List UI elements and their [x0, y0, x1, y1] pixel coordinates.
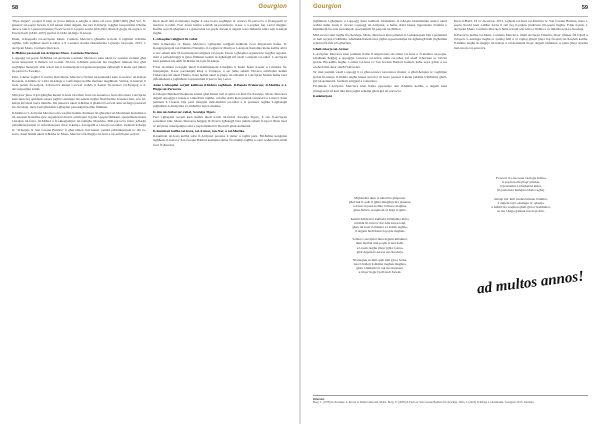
references — [313, 395, 588, 405]
left-column-2 — [153, 19, 287, 417]
poem-line: għal dak il-qalb li jgħin mingħajr ma jistenna, — [348, 200, 412, 205]
right-column-2 — [454, 19, 588, 169]
paragraph: Taħt it-tmexxija ta' Mons. Mercieca l-għaqdiet reliġjużi kellhom rwol importanti ħafna. Il-Kongregazzjoni tad-Duttrina Nisranija, il-Leġjun ta' Marija u l-Azzjoni Kattolika kienu kollha attivi u taw sehem kbir fil-formazzjoni reliġjuża tal-poplu. Dawn l-għaqdiet organizzaw laqgħat regolari, ritiri u pellegrinaġġi li ġabu flimkien kemm iż-żgħażagħ kif ukoll l-anzjani tar-raħal. L-Arċipriet kien jemmen bis-sħiħ fil-ħidma tal-lajċi fil-knisja. — [153, 42, 287, 63]
poem-line: sa ma l-ħajja ġabitek lura lejn Alla. — [497, 209, 545, 214]
paragraph: Però, l-akbar xogħol li wettaq Dun Mons. Mercieca fil-bini tal-komunità kien ir-restawr tal-Knisja Rotonda, il-ħidma ta' l-Ittri tal-knisja u l-attivitajiet kollha marbuta magħhom. Vebnat, il-kunċett li beda jeżisti fis-soċjetà, il-Parroċċa kienet l-ewwel waħda li ħasbet fir-restawr tal-ħwejjeġ u d-devozzjonijiet antiki. — [12, 74, 146, 91]
poem-line: Mijhandux ikun ir-raħal bla għajnuna, — [354, 196, 406, 200]
page-number: 58 — [12, 5, 19, 11]
paragraph: Kien il-Ħadd, 18 ta' Awwissu, 2015, l-għada tal-festa tal-Martirju ta' San Ġwann Battista, meta l-poplu Xewki kien l-aħħar darba li rah fuq il-pulptu jindirizza lill-poplu tiegħu. F'dak il-jum, l-Arċipriet Mons. Carmelo Mercieca ħalla warajh wirt kbir ta' ħidma u ta' mħabba lejn ix-Xewkija. — [454, 19, 588, 32]
poem-line: u ħdimt bla waqfien għall-ġid ta' ħaddieħor, — [491, 204, 551, 209]
poem-stanza — [313, 196, 447, 213]
paragraph: Il-kumitati tal-festa kollha sabu fl-Arċipriet persuna li tisma' u tagħti parir. Bil-ħidma konġunta tagħhom, il-festa ta' San Ġwann Battista kompliet tikber fis-sbuħija tagħha u saret waħda mill-isbaħ festi f'Għawdex. — [153, 134, 287, 147]
references-heading: Riferenzi — [313, 396, 325, 401]
paragraph: Illum, il-Kappella tal-Arċipriet Mons. Carmelo Mercieca għandha ir-rieda li tagħmel il-ħidma tagħha, billi tagħmel ukoll ir-raħal, u li s-sunnat storiku tikkonferma l-grazzja tal-poplu. 2015, l-Arċipriet Mons. Carmelo Mercieca. — [12, 37, 146, 50]
paragraph: F'dan iż-żmien twaqqfet ukoll il-Kummissjoni Liturġika li ħadet ħsieb il-kant u l-mużika fil-funzjonijiet. Il-kor parrokkjali kiber u żviluppa, u sar jieħu sehem f'diversi attivitajiet kemm f'Għawdex kif ukoll f'Malta. Kien hemm ukoll il-grupp tal-abbatini li l-Arċipriet ħadem ħafna biex jifformahom u jagħtihom l-opportunità li jservu fuq l-artal. — [153, 64, 287, 82]
paragraph: jagħtihom l-għajnuna u l-appoġġ meta kellhom bżonnhom. Il-Għaqda Drammatika kienet ukoll waħda minn dawk li rċeviet l-appoġġ tal-Arċipriet, u ħafna drabi kienet tippreżenta drammi u kummiedji fis-sala parrokkjali, speċjalment fil-perjodu tal-Milied. — [313, 19, 447, 32]
section-heading: Il-Kumitati kollha tal-festa, tal-Armar, tan-Nar, u tal-Mużika — [153, 129, 245, 134]
poem-line: li dejjem ħadt ħsieb il-poplu tiegħek. — [355, 229, 405, 234]
poem-line: u l-isem tiegħu jibqa' jgħix fostna, — [356, 245, 404, 250]
section-heading: L-Għaqdiet reliġjużi fir-raħal — [153, 37, 198, 42]
paragraph: L-appoġġ tal-poplu fil-ħidma tal-Arċipriet Carmelo Mercieca kien ukoll ta' sostenn ewlieni għal bosta inizjattivi li tħallew tul is-snin. Fil-fatt, il-ħidma pastorali ma baqgħetx limitata biss għal xogħlijiet materjali, iżda wkoll fuq il-formazzjoni tal-ġenerazzjonijiet żgħażagħ li kienu qed jikbru fil-parroċċa Xewkija. — [12, 56, 146, 73]
poem-right — [454, 176, 588, 252]
publication-logo: Gourgion — [313, 4, 342, 10]
section-heading: Anke l-Għaqdiet soċjali kellhom il-ħidma tagħhom. Il-Banda Prekursur, il-Mużika u l-Ħajja tal-Parroċċa — [153, 82, 287, 92]
section-heading: Il-Ħidma pastorali tal-Arċipriet Mons. Carmelo Mercieca — [12, 51, 99, 56]
references-text: Borg, J. (1978) Ix-Xewkija: L-Istorja ta' Raħal Għawdxi, Malta. Borg, E. (2005) Il-Festa ta' San Ġwann Battista fix-Xewkija. Vella, J. (2013) Il-Knisja u l-Komunità, Gourgion 2013, Xewkija. — [313, 400, 535, 405]
paragraph: Ta' min jsemmi wkoll l-appoġġ li ta għar-restawr tal-istatwa titulari, u għall-ħolqien ta' xogħlijiet ġodda fil-knisja. Il-ħidma tiegħu kienet tinvolvi lil bosta persuni li kienu jaħdmu b'imħabba għall-ġid tal-komunità, fosthom artiġjani u voluntiera. — [313, 70, 447, 83]
paragraph: L-Arċipriet Mercieca kien jemmen ħafna fl-importanza tal-armar tal-festa u fl-identità tal-poplu. Għalhekk ħeġġeġ u appoġġja r-restawr tal-armar antik tar-raħal, kif ukoll il-ħolqien ta' biċċiet ġodda. Bis-saħħa tiegħu, l-armar tal-festa ta' San Ġwann Battista kompla jieħu xejra ġdida u sar wieħed mill-aktar sbieħ f'Għawdex. — [313, 52, 447, 69]
poem-stanza — [454, 197, 588, 214]
right-column-1 — [313, 19, 447, 191]
poem-line: Sabiex l-Arċipriet ikun dejjem imfakkar, — [352, 237, 408, 242]
section-heading: Għall-Glorja tal-Armar — [313, 47, 349, 52]
page-number: 59 — [581, 5, 588, 11]
poem-line: il-poplu kollu jibqa' jiftakar, — [501, 180, 541, 185]
right-page — [301, 0, 600, 424]
closing-signature — [473, 262, 589, 302]
poem-line: u dawk il-passi kollha li mxew magħna, — [352, 204, 408, 209]
poem-line: għax l-imħabba li tajt ma tintesiex, — [356, 266, 404, 271]
poem-line: għax ħallew warajhom xi ħaġa li tgħix. — [353, 208, 407, 213]
poem-line: issa li ħallejt il-ħidma tiegħek magħna, — [353, 262, 407, 267]
poem-left — [313, 196, 447, 336]
poem-stanza — [313, 237, 447, 254]
publication-logo: Gourgion — [258, 4, 287, 10]
poem-line: b'gratitudni u b'imħabba kbira, — [500, 184, 542, 189]
paragraph: Fit-tmiem, l-Arċipriet Mercieca kien ħafna jappreżżja dan il-ħidma kollha, u dejjem kien jirringrazzja lil kull min kien jagħti sehemu għall-ġid tal-parroċċa. — [313, 84, 447, 93]
paragraph: Min jista' jinsa li ġol-ġimgħat kienet il-festa tal-Għid, festa tal-Assunta u festi oħra meta l-Arċipriet kien ikun fuq quddiem sabiex jagħti l-eżempju bis-sehem tiegħu f'kull ħidma li kienet issir, sew fil-knisja kif ukoll barra minnha. Ma ninsewx ukoll il-ħidma li għamel fl-ewwel snin tal-ħajja pastorali fix-Xewkija, meta beda jħaddem l-għaqdiet parrokkjali kollha flimkien. — [12, 92, 146, 110]
poem-line: u tibqa' ħajja f'qalb kull Xewki. — [358, 270, 402, 275]
paragraph: Fost l-għaqdiet soċjali kien hemm ukoll it-tim tal-futbol Xewkija Tigers, li sab fl-Arċipriet sostenitur kbir. Mons. Mercieca ħeġġeġ lil diversi żgħażagħ biex jieħdu sehem fl-isport bħala mod ta' kif jibnu relazzjonijiet sani u jaqdu ħinhom b'mod utli għall-komunità. — [153, 115, 287, 128]
paragraph: Il-Għaqda Mużikali Prekursur kienet għal żmien twil il-qalba tal-festi fix-Xewkija. Mons. Mercieca dejjem appoġġja l-banda u l-mużiċisti tagħha, u ħafna drabi kien jattendi l-kunċerti u l-marċi. Kien jemmen li l-banda hija parti integrali mill-identità tar-raħal u li permezz tagħha ż-żgħażagħ jitgħallmu d-dixxiplina u l-imħabba lejn il-mużika. — [153, 92, 287, 109]
paragraph: Il-ħidma ta' l-Arċipriet Mercieca ma waqfitx hemm. Permezz tal-għaqdiet tal-Moviment Kattoliku u tal-Azzjoni Kattolika ġew organizzati diversi attivitajiet li ġabu l-poplu flimkien, speċjalment matul l-istaġun tal-festa, fil-Milied u fl-okkażjonijiet tal-Ġimgħa Mqaddsa. Mill-parroċċa bdew joħorġu pubblikazzjonijiet ta' informazzjoni dwar il-knisja, il-kappelli u l-istorja tar-raħal, fosthom il-ħarġa ta' "Il-Knisja ta' San Ġwann Battista" li għal żmien twil kienet l-unika pubblikazzjoni ta' din ix-xorta. Kien hemm ukoll il-ħidma ta' Mons. Mercieca fit-tħejjija tal-festi u tal-attivitajiet soċjali. — [12, 110, 146, 136]
closing-text: ad multos annos! — [476, 268, 585, 298]
left-page — [0, 0, 299, 424]
poem-line: Nixtieqlek sa mill-qalb kull ġid u barka, — [352, 257, 408, 262]
poem-line: u dejjem tajt l-eżempju ta' qdusija, — [497, 200, 545, 205]
poem-line: F'ewwel li s-successi tal-ħajja kollha, — [495, 176, 547, 180]
left-column-1 — [12, 19, 146, 417]
section-heading: Konklużjoni — [313, 94, 332, 99]
section-heading: It-tim tal-futbol tar-raħal, Xewkija Tigers — [153, 110, 216, 115]
poem-line: fil-jum meta ħallejtna bħala ragħaj. — [497, 188, 545, 193]
poem-line: u ħdimt fil-bini ta' dar Alla hawn isfel, — [353, 220, 407, 225]
poem-stanza — [313, 217, 447, 234]
poem-line: għal dejjem fl-istorja taż-Xewkija. — [356, 249, 404, 254]
poem-line: ikun marbut mal-poplu li tant ħabb, — [355, 241, 405, 246]
paragraph: Il-Parroċċa kollha tal-Mons. Carmelo Mercieca, illum Arċipriet Emeritu, tibqa' tiftakar fih b'ġieħ u b'rispett. L-eżempju tiegħu ta' qaddej fidil u ta' ragħaj għaqli jibqa' ħaj fil-qlub tal-Xewkin kollha. Il-ħidma tiegħu fit-tħejjija tal-Knisja u tal-komunità tibqa' dejjem imfakkra, u ismu jibqa' marbut mal-istorja tal-parroċċa. — [454, 33, 588, 50]
poem-stanza — [313, 258, 447, 275]
paragraph: Kien ukoll taħt it-tmexxija tiegħu li saru bosta xogħlijiet ta' restawr fil-parroċċa u fil-kappelli ta' madwar ir-raħal. Fost dawn insibu t-tisbiħ tal-presbiterju, il-kor u x-xogħol fuq l-artal maġġur. Kollha saru bl-għajnuna u l-ġenerożità tal-poplu Xewki li dejjem wera imħabba kbira lejn il-knisja tiegħu. — [153, 19, 287, 36]
poem-line: Imxejt ma' kull wieħed minna b'umiltà, — [494, 196, 548, 201]
poem-line: għax int kont il-missier u l-ħabib tagħna, — [352, 224, 408, 229]
right-page-header — [313, 4, 588, 17]
paragraph: Mill-ewwel snin tiegħu fix-Xewkija, Mons. Mercieca kien jemmen li l-edukazzjoni hija l-pedament ta' kull soċjetà b'saħħitha. Għalhekk ħadem biex jagħti opportunitajiet liż-żgħażagħ ħalli jitgħallmu u jikbru fil-fidi u fl-għarfien. — [313, 33, 447, 46]
left-page-header — [12, 4, 287, 17]
poem-line: Kemm ħdimt ma' kulħadd b'imħabba kbira, — [350, 216, 410, 221]
poem-stanza — [454, 176, 588, 193]
paragraph: "Pipe Organ", proġett li kien se jiswa miljun u sebgħa u sittin elf ewro (€867,000) għal Vol. Il-ġeneroż tal-poplu Xewki, li kif kienet minn dejjem, ma tatx il-fiduċja, reġgħet issoprendiet b'ħafna aktar u tant li l-pastorali kienet f'wiċċ kotra li l-poplu xewki jafda fiha. Illum il-ġrajja tal-orgni u ta' Pawlu Karli (1846–1937) ġarrbet il-bidla tal-ħajja fl-istorja. — [12, 19, 146, 36]
